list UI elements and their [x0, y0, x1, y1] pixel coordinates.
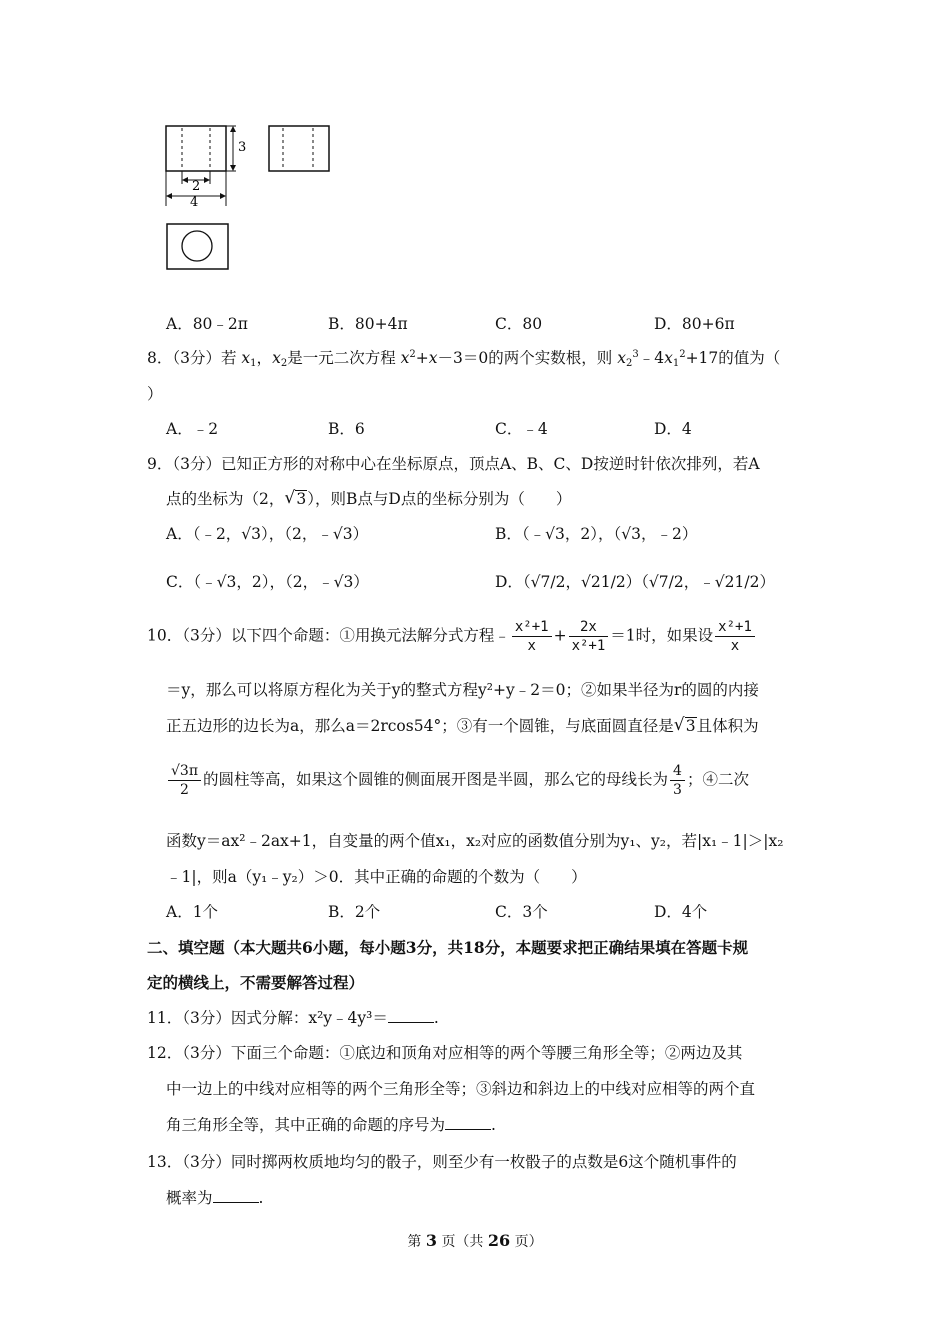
q10-line5: 函数y＝ax²﹣2ax+1，自变量的两个值x₁，x₂对应的函数值分别为y₁、y₂，若|x₁﹣1|＞|x₂ [166, 832, 784, 850]
q13-line2: 概率为 . [166, 1189, 264, 1207]
section2-heading-line1: 二、填空题（本大题共6小题，每小题3分，共18分，本题要求把正确结果填在答题卡规 [147, 938, 749, 957]
q11: 11．（3分）因式分解：x²y﹣4y³＝ . [147, 1009, 439, 1027]
q10-option-d: D．4个 [654, 903, 708, 921]
q10-line3: 正五边形的边长为a，那么a＝2rcos54°；③有一个圆锥，与底面圆直径是√ 3且体积为 [166, 714, 759, 736]
q8-option-c: C．﹣4 [495, 420, 548, 438]
page-total: 26 [487, 1231, 511, 1250]
dim-inner-label: 2 [192, 179, 201, 194]
q9-option-c: C．（﹣√3，2），（2，﹣√3） [166, 573, 369, 591]
q12-line3: 角三角形全等，其中正确的命题的序号为 . [166, 1116, 496, 1134]
q7-option-b: B．80+4π [328, 315, 408, 333]
q12-line2: 中一边上的中线对应相等的两个三角形全等；③斜边和斜边上的中线对应相等的两个直 [166, 1080, 756, 1098]
top-view-circle [182, 231, 212, 261]
q9-option-d: D．（√7/2，√21/2）（√7/2，﹣√21/2） [495, 573, 775, 591]
q10-option-b: B．2个 [328, 903, 381, 921]
q8-option-a: A．﹣2 [166, 420, 219, 438]
q10-line2: ＝y，那么可以将原方程化为关于y的整式方程y²+y﹣2＝0；②如果半径为r的圆的内接 [166, 681, 759, 699]
answer-blank[interactable] [445, 1117, 491, 1130]
side-view [269, 126, 329, 171]
q10-line1: 10．（3分）以下四个命题：①用换元法解分式方程﹣ $\frac{\text{x²+1}}{x}$ + $\frac{2x}{\text{x²+1}}$ ＝1时，如果设 $\frac{\text{x²+1}}{x}$ [147, 618, 757, 655]
q9-stem-line1: 9．（3分）已知正方形的对称中心在坐标原点，顶点A、B、C、D按逆时针依次排列，若A [147, 455, 760, 473]
q10-option-c: C．3个 [495, 903, 548, 921]
q9-option-b: B．（﹣√3，2），（√3，﹣2） [495, 525, 698, 543]
dim-height-label: 3 [238, 140, 247, 155]
q7-option-d: D．80+6π [654, 315, 735, 333]
page-footer: 第 3 页（共 26 页） [407, 1231, 543, 1250]
section2-heading-line2: 定的横线上，不需要解答过程） [147, 973, 365, 992]
q8-stem: 8．（3分）若 $x_1$，$x_2$是一元二次方程 $x^2+x-3=0$的两个实数根，则 $x_2^3﹣4x_1^2+17$的值为（ [147, 349, 781, 369]
q12-line1: 12．（3分）下面三个命题：①底边和顶角对应相等的两个等腰三角形全等；②两边及其 [147, 1044, 743, 1062]
q8-stem-close: ） [147, 385, 163, 403]
q9-option-a: A．（﹣2，√3），（2，﹣√3） [166, 525, 369, 543]
q13-line1: 13．（3分）同时掷两枚质地均匀的骰子，则至少有一枚骰子的点数是6这个随机事件的 [147, 1153, 737, 1171]
q9-stem-line2: 点的坐标为（2，√ 3），则B点与D点的坐标分别为（ ） [166, 487, 571, 509]
three-view-figure [160, 118, 340, 278]
q8-option-d: D．4 [654, 420, 692, 438]
q10-option-a: A．1个 [166, 903, 219, 921]
q7-option-c: C．80 [495, 315, 543, 333]
q8-option-b: B．6 [328, 420, 365, 438]
q7-option-a: A．80﹣2π [166, 315, 248, 333]
answer-blank[interactable] [388, 1010, 434, 1023]
front-view [166, 126, 226, 171]
q10-line6: ﹣1|，则a（y₁﹣y₂）＞0．其中正确的命题的个数为（ ） [166, 868, 587, 886]
dim-outer-label: 4 [190, 195, 199, 210]
page-number: 3 [425, 1231, 437, 1250]
answer-blank[interactable] [213, 1190, 259, 1203]
q10-line4: $\frac{√3\pi}{2}$ 的圆柱等高，如果这个圆锥的侧面展开图是半圆，那么它的母线长为 $\frac{4}{3}$ ；④二次 [166, 762, 749, 799]
